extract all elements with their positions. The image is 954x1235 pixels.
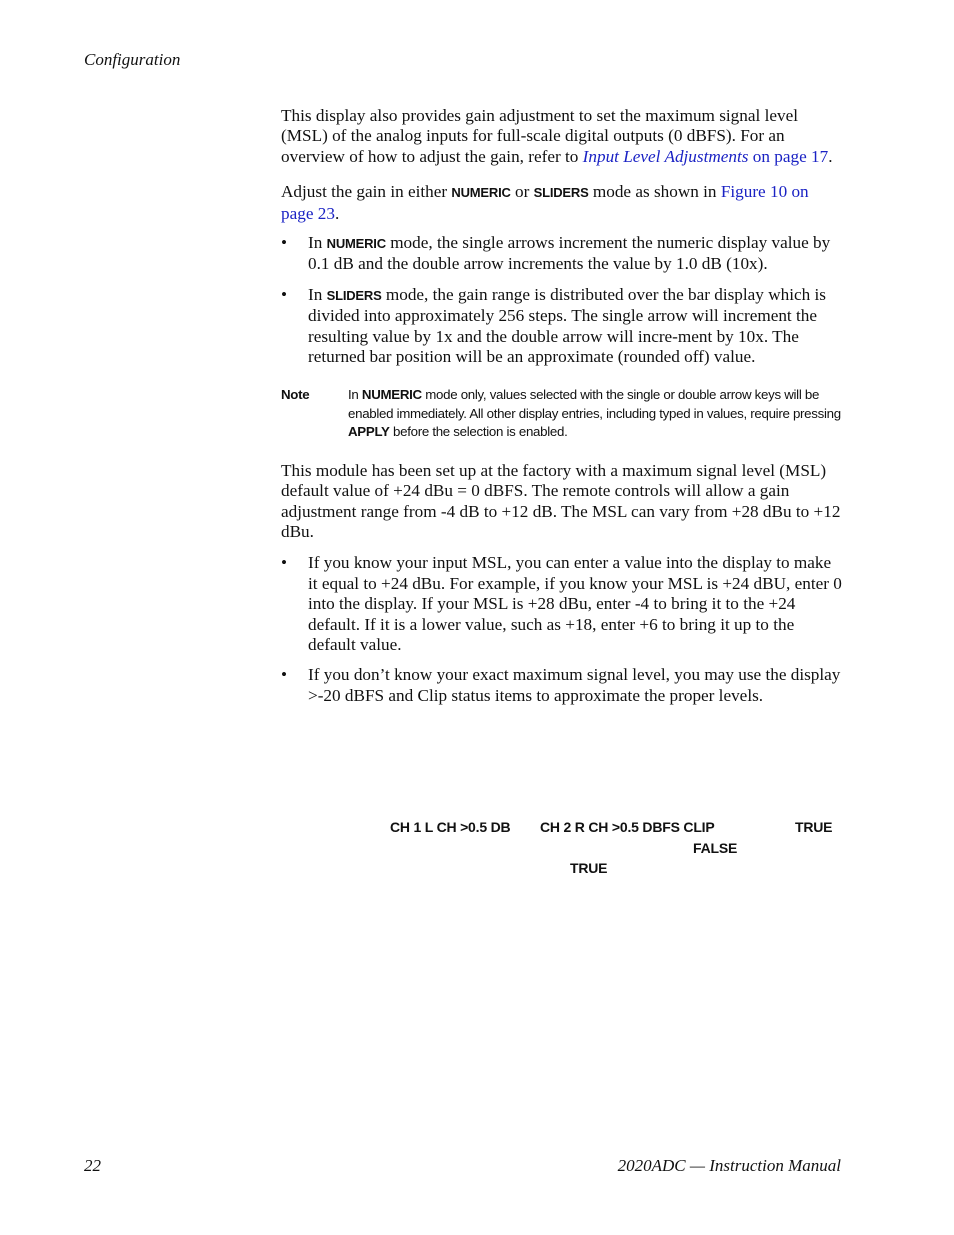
mode-end: . bbox=[334, 203, 340, 223]
status-ch1-label: CH 1 L CH >0.5 DB bbox=[390, 819, 511, 835]
mode-post: mode as shown in bbox=[588, 182, 721, 202]
manual-title: 2020ADC — Instruction Manual bbox=[617, 1156, 841, 1175]
list-item: • If you know your input MSL, you can enter a value into the display to make it equal to +24 dBu. For example, if you know your MSL is +24 dBU, enter 0 into the display. If your MSL is +28 dBu, enter -4 to bring it to the +24 default. If it is a lower value, such as +18, enter +6 to bring it up to the default value. bbox=[281, 553, 843, 655]
status-value: FALSE bbox=[693, 840, 738, 856]
status-ch2-label: CH 2 R CH >0.5 DBFS CLIP bbox=[540, 819, 715, 835]
mode-or: or bbox=[510, 182, 534, 202]
page-number: 22 bbox=[84, 1156, 101, 1175]
factory-paragraph: This module has been set up at the factory with a maximum signal level (MSL) default value of +24 dBu = 0 dBFS. The remote controls will allow a gain adjustment range from -4 dB to +12 dB. The MSL can vary from +28 dBu to +12 dBu. bbox=[281, 460, 841, 541]
link-title: Input Level Adjustments bbox=[582, 146, 749, 166]
list-item: • In SLIDERS mode, the gain range is distributed over the bar display which is divided into approximately 256 steps. The single arrow will increment the resulting value by 1x and the double arrow will incre-ment by 10x. The returned bar position will be an approximate (rounded off) value. bbox=[281, 285, 843, 368]
intro-paragraph bbox=[281, 106, 843, 167]
note-block bbox=[281, 386, 843, 441]
intro-end: . bbox=[828, 146, 833, 166]
input-level-adjustments-link[interactable] bbox=[583, 147, 829, 166]
note-label: Note bbox=[281, 387, 310, 403]
figure-10-link[interactable]: Figure 10 on page 23 bbox=[281, 182, 809, 223]
sliders-keyword: SLIDERS bbox=[326, 287, 382, 303]
mode-bullet-list bbox=[281, 233, 843, 367]
note-text: In NUMERIC mode only, values selected with the single or double arrow keys will be enabled immediately. All other display entries, including typed in values, require pressing APPLY before the selection is enabled. bbox=[348, 387, 841, 440]
list-item: • If you don’t know your exact maximum signal level, you may use the display >-20 dBFS and Clip status items to approximate the proper levels. bbox=[281, 665, 843, 706]
msl-bullet-list bbox=[281, 553, 843, 706]
status-items-area bbox=[0, 817, 954, 887]
running-header: Configuration bbox=[84, 50, 181, 69]
link-page: on page 17 bbox=[748, 146, 829, 166]
numeric-keyword: NUMERIC bbox=[361, 387, 422, 403]
numeric-keyword: NUMERIC bbox=[326, 236, 386, 252]
status-value: TRUE bbox=[795, 819, 833, 835]
intro-text: This display also provides gain adjustment to set the maximum signal level (MSL) of the analog inputs for full-scale digital outputs (0 dBFS). For an overview of how to adjust the gain, refer to bbox=[281, 106, 798, 166]
sliders-keyword: SLIDERS bbox=[533, 185, 589, 201]
apply-keyword: APPLY bbox=[348, 424, 390, 440]
mode-pre: Adjust the gain in either bbox=[281, 182, 452, 202]
mode-paragraph bbox=[281, 182, 843, 224]
body-content bbox=[281, 106, 843, 706]
status-value: TRUE bbox=[570, 860, 608, 876]
numeric-keyword: NUMERIC bbox=[451, 185, 511, 201]
list-item: • In NUMERIC mode, the single arrows increment the numeric display value by 0.1 dB and the double arrow increments the value by 1.0 dB (10x). bbox=[281, 233, 843, 275]
